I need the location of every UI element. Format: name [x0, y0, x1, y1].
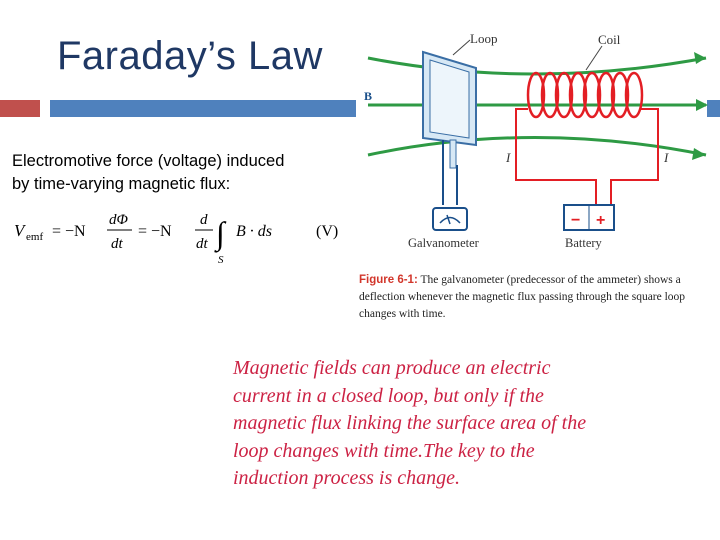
label-galvanometer: Galvanometer	[408, 236, 479, 250]
label-loop: Loop	[470, 31, 498, 46]
formula-lhs-sub: emf	[26, 231, 44, 243]
coil-pointer	[586, 46, 602, 70]
induction-note: Magnetic fields can produce an electric current in a closed loop, but only if the magnetic flux linking the surface area of the loop changes with time.The key to the induction process is change.	[233, 357, 587, 489]
galvanometer-box	[433, 208, 467, 230]
field-arrow-bottom	[692, 148, 706, 160]
formula-frac1-num: dΦ	[109, 212, 128, 228]
body-line-1: Electromotive force (voltage) induced	[12, 152, 285, 170]
coil-wire-left	[516, 109, 596, 215]
label-battery: Battery	[565, 236, 602, 250]
accent-bar-red	[0, 100, 40, 117]
formula-frac2-num: d	[200, 212, 208, 228]
formula-integral-sub: S	[218, 254, 224, 266]
label-i-right: I	[664, 150, 669, 165]
formula-integrand: B · ds	[236, 223, 272, 240]
field-arrow-middle	[696, 99, 708, 111]
galvanometer-figure	[358, 10, 708, 272]
formula-lhs: V	[14, 221, 25, 240]
emf-formula	[10, 200, 355, 270]
field-arrow-top	[694, 52, 706, 64]
caption-text: The galvanometer (predecessor of the ammeter) shows a deflection whenever the magnetic flux passing through the square loop changes with time.	[359, 274, 686, 320]
coil-wire-right	[611, 109, 658, 215]
square-loop-inner	[430, 60, 469, 138]
formula-frac2-den: dt	[196, 236, 208, 252]
caption-label: Figure 6-1:	[359, 274, 418, 286]
body-text	[12, 150, 352, 196]
formula-frac1-den: dt	[111, 236, 123, 252]
figure-caption	[359, 272, 709, 323]
formula-eq2: = −N	[138, 223, 172, 240]
field-line-top	[368, 58, 706, 74]
body-line-2: by time-varying magnetic flux:	[12, 175, 231, 193]
accent-bar-blue	[50, 100, 356, 117]
label-i-left: I	[506, 150, 511, 165]
loop-lead-left	[450, 140, 456, 168]
label-coil: Coil	[598, 32, 621, 47]
loop-pointer	[453, 40, 470, 55]
accent-bar-blue-right	[707, 100, 720, 117]
coil-turns	[528, 73, 642, 117]
formula-integral: ∫	[216, 215, 225, 251]
label-b: B	[364, 89, 373, 103]
field-line-bottom	[368, 138, 706, 156]
formula-unit: (V)	[316, 223, 339, 240]
formula-eq1: = −N	[52, 223, 86, 240]
battery-plus: +	[596, 212, 606, 229]
battery-minus: −	[571, 212, 581, 229]
slide-title: Faraday’s Law	[57, 34, 323, 78]
